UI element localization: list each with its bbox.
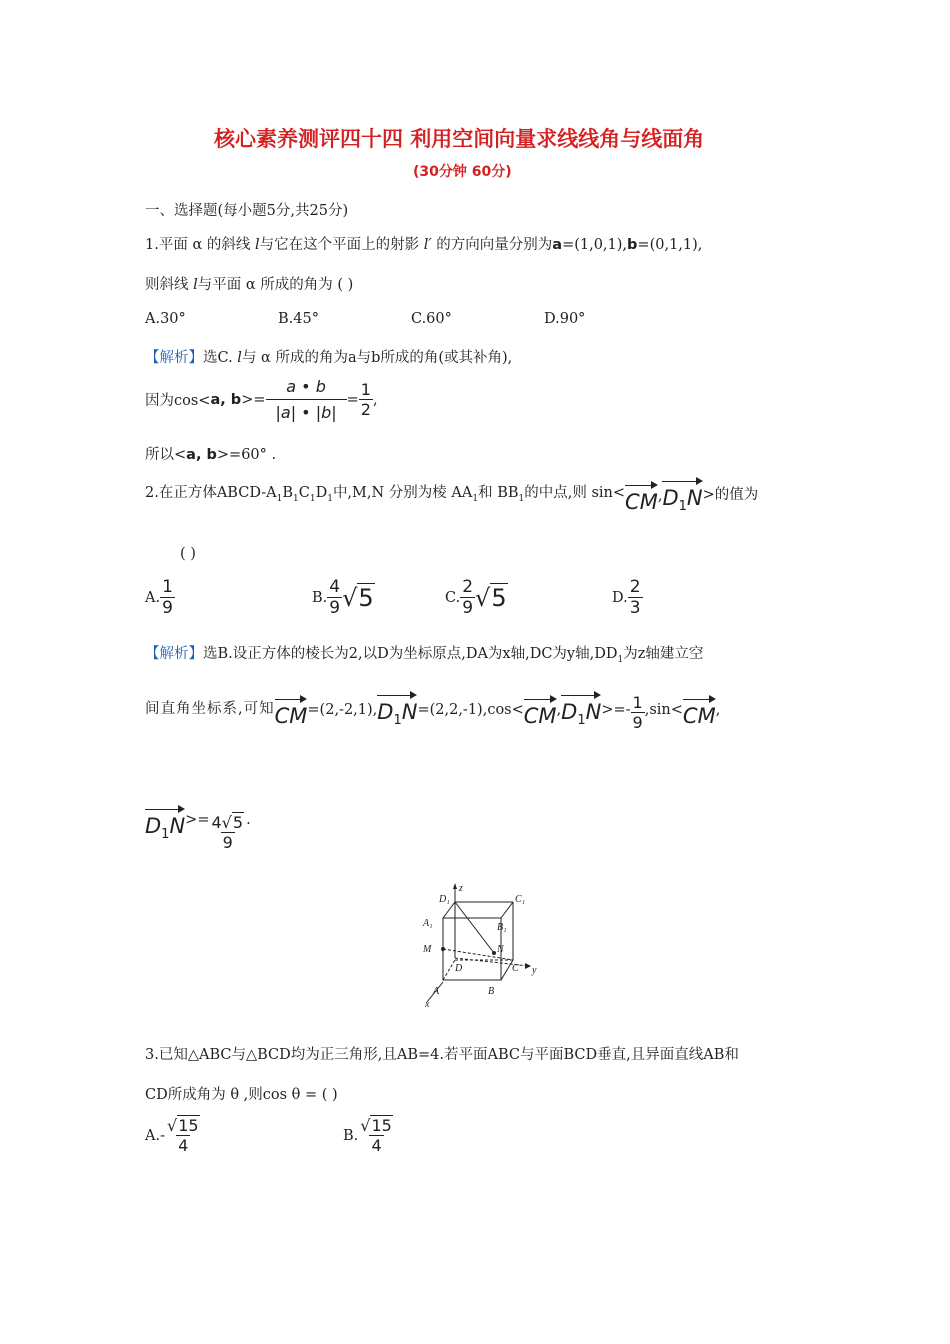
vec-d1n-d: D: [145, 814, 162, 838]
vec-d1n-sub: 1: [393, 713, 402, 729]
q1-cos-end: ,: [372, 391, 378, 408]
q3-opta-den: 4: [178, 1136, 189, 1155]
q1-jiexi-t2: 与 α 所成的角为a与b所成的角(或其补角),: [241, 350, 513, 366]
section-heading: 一、选择题(每小题5分,共25分): [145, 203, 349, 219]
q2-stem-rest2: 和 BB: [478, 485, 519, 502]
q1-vec-b: b: [627, 237, 638, 253]
vector-d1n: [377, 692, 417, 728]
q1-text: 1.平面 α 的斜线: [145, 237, 255, 253]
q2-optb-rad: 5: [358, 583, 374, 612]
q2-sin-prefix: ,sin<: [644, 702, 683, 719]
q1-jiexi: [145, 346, 512, 367]
q3-option-a: [145, 1116, 202, 1155]
page-subtitle: (30分钟 60分): [413, 164, 512, 180]
q2-comma: ,: [657, 488, 663, 505]
q1-cos-den: |a| • |b|: [266, 399, 347, 422]
vec-d1n-n: N: [401, 700, 418, 724]
q2-optb-num: 4: [329, 577, 341, 597]
q2-option-c: [445, 577, 508, 618]
q2-optc-den: 9: [462, 598, 474, 618]
point-m: [441, 947, 445, 951]
label-c1: C₁: [515, 894, 526, 905]
q1-half-num: 1: [360, 380, 371, 399]
q1-stem-line2: [145, 273, 353, 294]
label-b: B: [488, 986, 495, 997]
q2-coords-prefix: 间直角坐标系,可知: [145, 701, 275, 718]
q2-sin-result: [145, 806, 251, 853]
q1-cos-num: a • b: [286, 377, 326, 396]
q2-stem: [145, 478, 758, 514]
q2-jiexi: 【解析】选B.设正方体的棱长为2,以D为坐标原点,DA为x轴,DC为y轴$,DD_1$为z轴建立空: [145, 646, 704, 665]
q2-optd-den: 3: [629, 598, 641, 618]
q1-cos-ab: a, b: [210, 391, 242, 408]
vector-d1n: [145, 806, 185, 842]
q1-jiexi-t1: 选C.: [203, 350, 238, 366]
label-m: M: [423, 944, 432, 955]
q2-option-d: [612, 577, 643, 618]
q2-optb-label: B.: [312, 589, 328, 606]
q2-blank: ( ): [180, 546, 196, 562]
vec-d1n-n: N: [169, 814, 186, 838]
q2-optd-num: 2: [629, 577, 641, 597]
q3-stem-line1: 3.已知△ABC与△BCD均为正三角形,且AB=4.若平面ABC与平面BCD垂直,且异面直线AB和: [145, 1047, 739, 1063]
q2-option-b: [312, 577, 375, 618]
q2-stem-prefix: 2.在正方体ABCD-A: [145, 485, 277, 502]
q1-cos-prefix: 因为cos<: [145, 393, 211, 409]
q3-stem-line2: CD所成角为 θ ,则cos θ = ( ): [145, 1087, 338, 1103]
q2-sin-sqrt: √5: [221, 813, 244, 833]
point-n: [492, 951, 496, 955]
q2-d1n-val: =(2,2,-1),cos<: [417, 702, 524, 719]
q1-half-fraction: [359, 380, 373, 419]
q1-concl-prefix: 所以<: [145, 447, 187, 463]
vec-d1n-n: N: [686, 486, 703, 510]
q2-opta-num: 1: [162, 577, 173, 597]
jiexi-tag: 【解析】: [145, 646, 203, 662]
page-title: 核心素养测评四十四 利用空间向量求线线角与线面角: [214, 127, 705, 151]
q2-cos-frac: [631, 693, 645, 732]
q1-vec-a: a: [552, 237, 563, 253]
label-x: x: [425, 999, 430, 1008]
q2-sin-end: .: [246, 812, 251, 829]
q1-cos-mid: >=: [241, 391, 266, 408]
vec-d1n-d: D: [377, 700, 394, 724]
vector-d1n: [662, 478, 702, 514]
label-a: A: [433, 986, 440, 997]
q1-text-mid: 与它在这个平面上的射影: [259, 237, 424, 253]
label-a1: A₁: [423, 918, 433, 929]
label-d1: D₁: [439, 894, 450, 905]
q2-optc-num: 2: [462, 577, 474, 597]
q1-option-d: D.90°: [544, 311, 586, 327]
label-b1: B₁: [497, 922, 507, 933]
q2-sin-rad: 5: [232, 813, 244, 833]
q1-cos-fraction: [266, 377, 347, 422]
q3-optb-den: 4: [371, 1136, 382, 1155]
q1-text-mid2: 的方向向量分别为: [431, 237, 553, 253]
q1-concl-ab: a, b: [186, 447, 217, 463]
q3-optb-num: √15: [360, 1116, 392, 1135]
vec-d1n-d: D: [561, 700, 578, 724]
q2-optb-frac: [327, 577, 342, 618]
q1-l: l: [254, 237, 260, 253]
label-c: C: [512, 963, 519, 974]
q2-sin-num: [209, 813, 246, 832]
q3-option-b: [343, 1116, 395, 1155]
q3-opta-label: A.-: [145, 1127, 165, 1144]
vec-d1n-d: D: [662, 486, 679, 510]
q2-coords-line: [145, 692, 721, 733]
q2-cm-val: =(2,-2,1),: [307, 702, 378, 719]
q2-stem-text: 2.在正方体ABCD-$A_1B_1C_1D_1$中,M,N 分别为棱 $AA_1$和 $BB_1$的中点,则 sin<: [145, 485, 626, 505]
q2-opta-den: 9: [162, 598, 173, 618]
q2-jiexi-text2: 为z轴建立空: [623, 646, 704, 662]
q2-optc-sqrt: √5: [475, 583, 507, 612]
jiexi-tag: 【解析】: [145, 350, 203, 366]
q2-opta-label: A.: [145, 589, 161, 606]
vec-d1n-sub: 1: [577, 713, 586, 729]
vector-cm: CM: [683, 696, 716, 728]
q1-stem-line1: [145, 233, 702, 254]
q3-opta-frac: [165, 1116, 202, 1155]
q2-cos-den: 9: [632, 713, 643, 733]
q1-cos-eq: =: [346, 391, 359, 408]
q1-cos-formula: [145, 377, 378, 422]
q2-sin-den: 9: [222, 833, 233, 853]
q1-concl-rest: >=60° .: [216, 447, 277, 463]
q2-option-a: [145, 577, 175, 618]
vec-d1n-n: N: [585, 700, 602, 724]
q3-optb-label: B.: [343, 1127, 359, 1144]
q2-optb-den: 9: [329, 598, 341, 618]
q3-opta-rad: 15: [178, 1116, 199, 1135]
q1-option-a: A.30°: [145, 311, 186, 327]
segment-d1n: [455, 902, 494, 953]
vec-d1n-sub: 1: [161, 827, 170, 843]
q1-jiexi-l: l: [237, 350, 242, 366]
q2-optd-label: D.: [612, 589, 628, 606]
vector-cm: CM: [524, 696, 557, 728]
cube-figure: [415, 880, 545, 1008]
q2-comma: ,: [715, 702, 721, 719]
q2-cos-num: 1: [632, 693, 643, 713]
q1-conclusion: [145, 443, 276, 464]
vector-cm: CM: [625, 482, 658, 514]
label-d: D: [455, 963, 463, 974]
q2-optd-frac: [628, 577, 643, 618]
q2-stem-rest3: 的中点,则 sin<: [524, 485, 626, 502]
q1-half-den: 2: [360, 400, 371, 419]
q1-option-b: B.45°: [278, 311, 319, 327]
q2-optc-rad: 5: [491, 583, 507, 612]
q2-opta-frac: [160, 577, 175, 618]
vector-cm: CM: [275, 696, 308, 728]
q1-l2-rest: 与平面 α 所成的角为 ( ): [197, 277, 354, 293]
q2-jiexi-text: 选B.设正方体的棱长为2,以D为坐标原点,DA为x轴,DC为y轴,DD: [203, 646, 618, 662]
q2-cos-eq: >=-: [601, 702, 631, 719]
vec-d1n-sub: 1: [678, 499, 687, 515]
q3-optb-rad: 15: [371, 1116, 392, 1135]
label-z: z: [459, 883, 463, 894]
q2-comma: ,: [556, 702, 562, 719]
q2-sin-num-a: 4: [211, 813, 222, 833]
q2-optc-frac: [460, 577, 475, 618]
q2-sin-eq: >=: [185, 812, 210, 829]
q1-l2-l: l: [193, 277, 198, 293]
q1-bval: =(0,1,1),: [637, 237, 703, 253]
q2-sin-frac: [209, 813, 246, 852]
vector-d1n: [561, 692, 601, 728]
q2-stem-rest: 中,M,N 分别为棱 AA: [332, 485, 473, 502]
q1-option-c: C.60°: [411, 311, 452, 327]
q2-stem-end: >的值为: [702, 487, 759, 504]
label-y: y: [532, 965, 537, 976]
q2-optc-label: C.: [445, 589, 461, 606]
q3-optb-frac: [358, 1116, 395, 1155]
q2-optb-sqrt: √5: [342, 583, 374, 612]
q1-aval: =(1,0,1),: [562, 237, 628, 253]
q3-opta-num: √15: [166, 1116, 199, 1135]
q1-lprime: l′: [423, 237, 432, 253]
q1-l2-prefix: 则斜线: [145, 277, 194, 293]
label-n: N: [497, 944, 504, 955]
